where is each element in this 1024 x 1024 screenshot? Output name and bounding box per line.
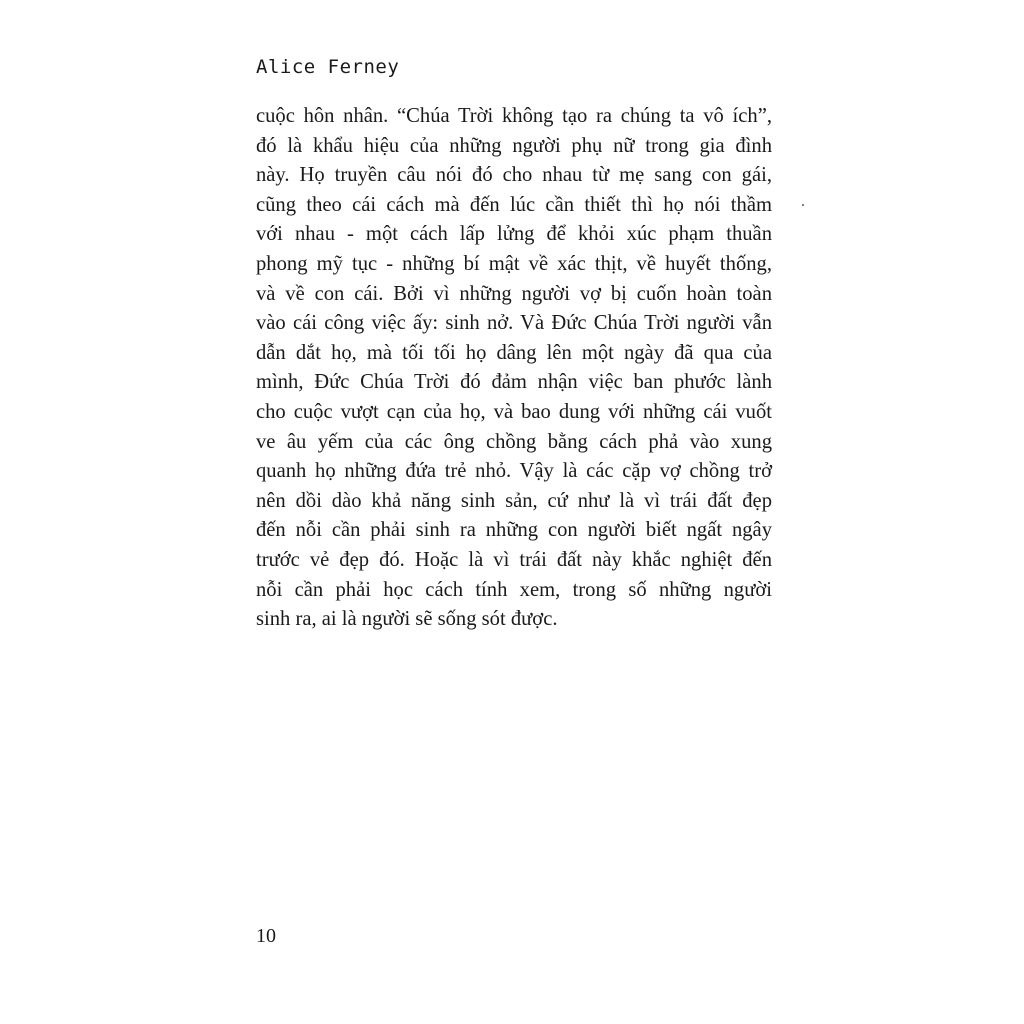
text-line-last: sinh ra, ai là người sẽ sống sót được. xyxy=(256,608,558,631)
text-line: nên dồi dào khả năng sinh sản, cứ như là vì trái đất đẹp xyxy=(256,489,772,512)
text-line: trước vẻ đẹp đó. Hoặc là vì trái đất này khắc nghiệt đến xyxy=(256,548,772,571)
text-line: đến nỗi cần phải sinh ra những con người biết ngất ngây xyxy=(256,519,772,542)
text-line: nỗi cần phải học cách tính xem, trong số những người xyxy=(256,578,772,601)
text-line: vào cái công việc ấy: sinh nở. Và Đức Chúa Trời người vẫn xyxy=(256,312,772,335)
scan-speck xyxy=(802,204,804,206)
text-line: đó là khẩu hiệu của những người phụ nữ trong gia đình xyxy=(256,134,772,157)
running-head-author: Alice Ferney xyxy=(256,56,400,78)
text-line: cũng theo cái cách mà đến lúc cần thiết thì họ nói thầm xyxy=(256,193,772,216)
text-line: và về con cái. Bởi vì những người vợ bị cuốn hoàn toàn xyxy=(256,282,772,305)
text-line: với nhau - một cách lấp lửng để khỏi xúc phạm thuần xyxy=(256,223,772,246)
text-line: mình, Đức Chúa Trời đó đảm nhận việc ban phước lành xyxy=(256,371,772,394)
page-number: 10 xyxy=(256,925,276,947)
text-line: quanh họ những đứa trẻ nhỏ. Vậy là các cặp vợ chồng trở xyxy=(256,460,772,483)
text-line: cho cuộc vượt cạn của họ, và bao dung với những cái vuốt xyxy=(256,400,772,423)
text-line: ve âu yếm của các ông chồng bằng cách phả vào xung xyxy=(256,430,772,453)
text-line: dẫn dắt họ, mà tối tối họ dâng lên một ngày đã qua của xyxy=(256,341,772,364)
text-line: này. Họ truyền câu nói đó cho nhau từ mẹ sang con gái, xyxy=(256,164,772,187)
text-line: phong mỹ tục - những bí mật về xác thịt, về huyết thống, xyxy=(256,252,772,275)
body-paragraph xyxy=(256,102,772,635)
text-line: cuộc hôn nhân. “Chúa Trời không tạo ra chúng ta vô ích”, xyxy=(256,105,772,127)
